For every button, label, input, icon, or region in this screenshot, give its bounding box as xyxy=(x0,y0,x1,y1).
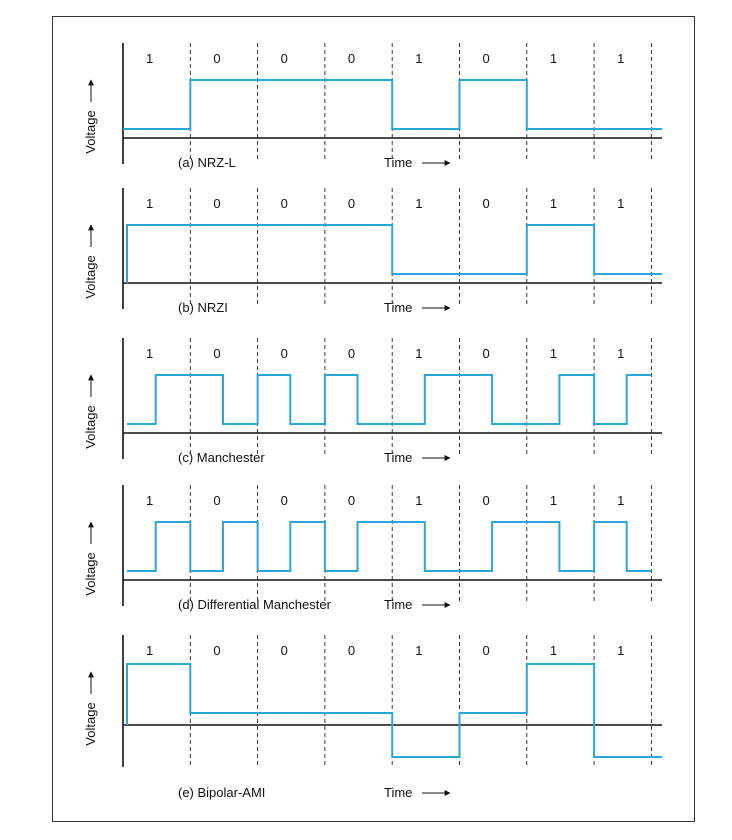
bit-label: 0 xyxy=(213,643,221,658)
panel-caption: (c) Manchester xyxy=(178,450,265,465)
panel-caption: (a) NRZ-L xyxy=(178,155,236,170)
bit-label: 1 xyxy=(617,51,625,66)
bit-label: 1 xyxy=(415,346,423,361)
bit-label: 0 xyxy=(347,493,356,508)
bit-label: 0 xyxy=(213,51,221,66)
bit-label: 1 xyxy=(415,643,423,658)
bit-label: 0 xyxy=(347,643,356,658)
bit-label: 0 xyxy=(347,51,356,66)
bit-label: 0 xyxy=(280,643,288,658)
voltage-label: Voltage xyxy=(83,702,98,746)
bit-label: 0 xyxy=(347,196,356,211)
bit-label: 0 xyxy=(347,346,356,361)
bit-label: 0 xyxy=(280,51,288,66)
bit-label: 0 xyxy=(213,196,221,211)
voltage-label: Voltage xyxy=(83,552,98,596)
bit-label: 1 xyxy=(146,493,154,508)
bit-label: 0 xyxy=(482,346,490,361)
bit-label: 0 xyxy=(280,493,288,508)
panel-caption: (d) Differential Manchester xyxy=(178,597,331,612)
signal-waveform-nrzi xyxy=(127,225,662,283)
signal-waveform-diffmanchester xyxy=(127,522,651,571)
time-label: Time xyxy=(384,785,413,800)
bit-label: 1 xyxy=(617,493,625,508)
bit-label: 1 xyxy=(617,643,625,658)
bit-label: 1 xyxy=(549,346,558,361)
bit-label: 1 xyxy=(617,346,625,361)
bit-label: 0 xyxy=(482,196,490,211)
time-label: Time xyxy=(384,300,413,315)
bit-label: 1 xyxy=(415,493,423,508)
bit-label: 1 xyxy=(549,643,558,658)
panel-caption: (e) Bipolar-AMI xyxy=(178,785,266,800)
voltage-label: Voltage xyxy=(83,255,98,299)
bit-label: 1 xyxy=(549,51,558,66)
bit-label: 1 xyxy=(415,51,423,66)
voltage-label: Voltage xyxy=(83,405,98,449)
bit-label: 1 xyxy=(146,643,154,658)
bit-label: 0 xyxy=(482,643,490,658)
bit-label: 0 xyxy=(280,196,288,211)
bit-label: 1 xyxy=(146,51,154,66)
bit-label: 0 xyxy=(482,493,490,508)
bit-label: 0 xyxy=(213,346,221,361)
bit-label: 1 xyxy=(549,493,558,508)
bit-label: 1 xyxy=(617,196,625,211)
signal-waveform-bipolarami xyxy=(127,664,662,757)
bit-label: 0 xyxy=(482,51,490,66)
bit-label: 1 xyxy=(146,346,154,361)
signal-waveform-nrzl xyxy=(123,80,662,129)
bit-label: 0 xyxy=(213,493,221,508)
panel-caption: (b) NRZI xyxy=(178,300,228,315)
signal-waveform-manchester xyxy=(127,375,651,424)
bit-label: 1 xyxy=(415,196,423,211)
time-label: Time xyxy=(384,155,413,170)
time-label: Time xyxy=(384,450,413,465)
bit-label: 1 xyxy=(549,196,558,211)
time-label: Time xyxy=(384,597,413,612)
bit-label: 1 xyxy=(146,196,154,211)
bit-label: 0 xyxy=(280,346,288,361)
voltage-label: Voltage xyxy=(83,110,98,154)
